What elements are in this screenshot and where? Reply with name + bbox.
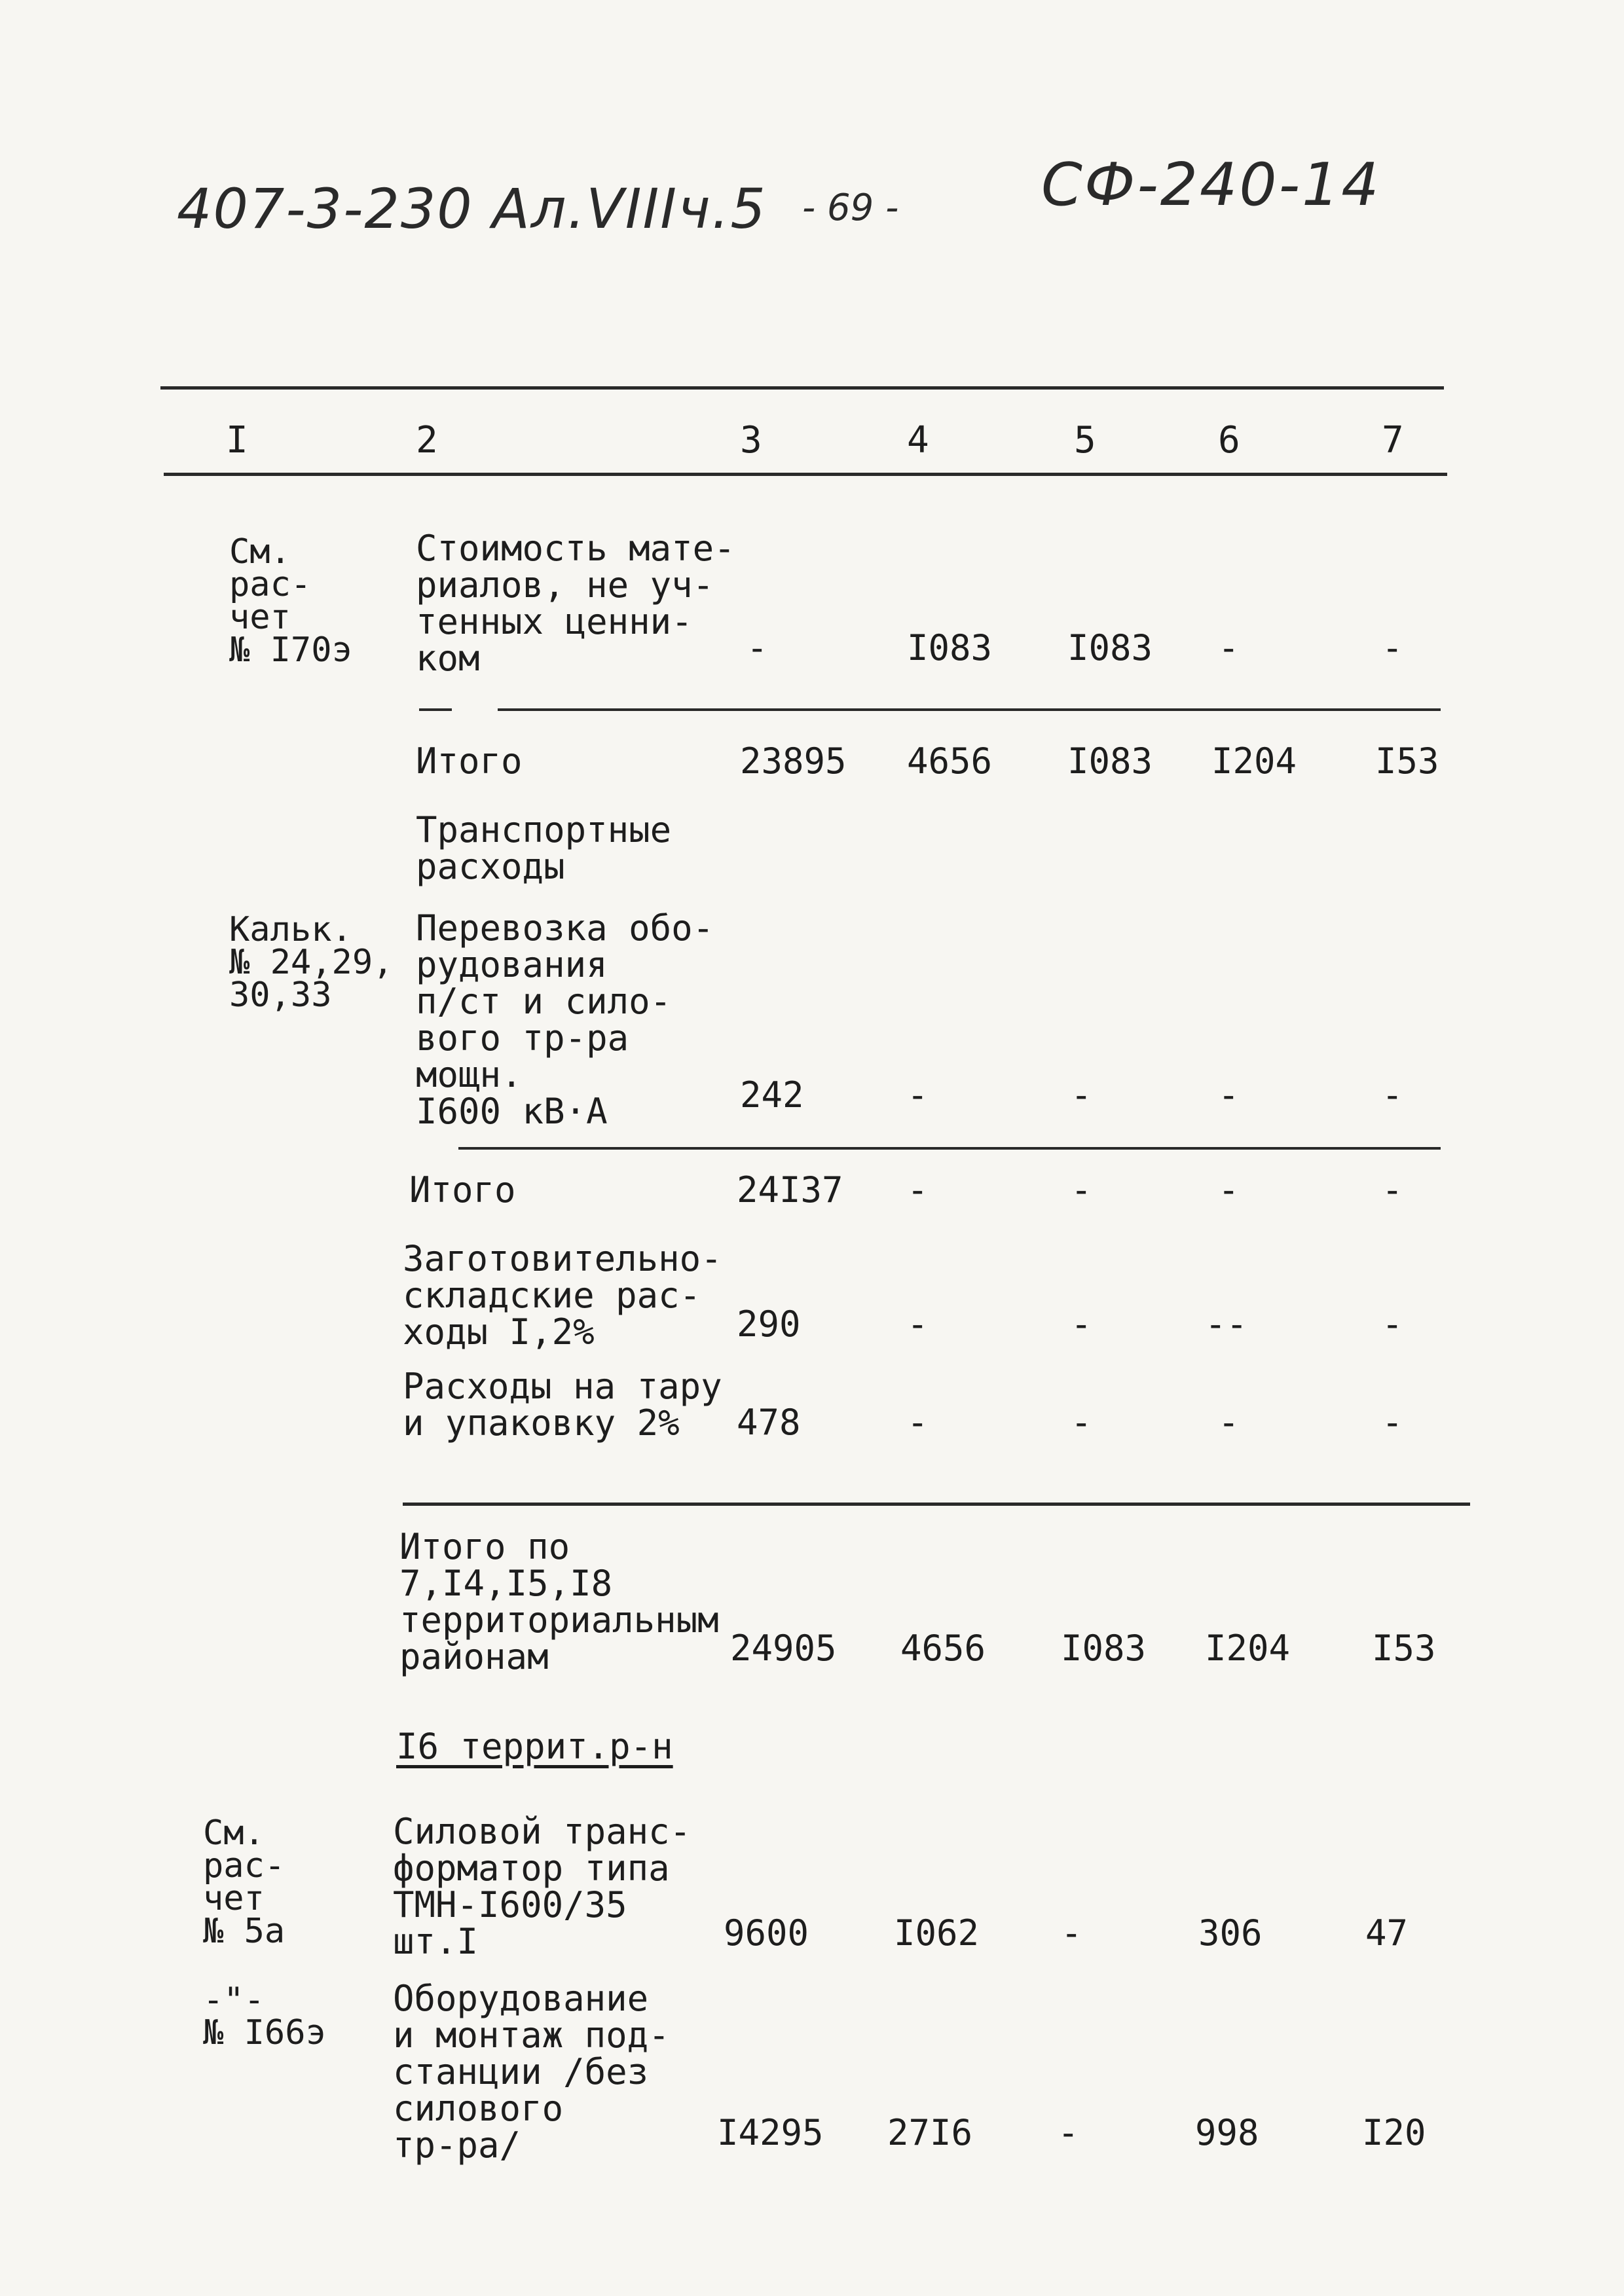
value-cell-7: I53 bbox=[1372, 1628, 1436, 1669]
value-cell-3: 9600 bbox=[724, 1912, 809, 1954]
value-cell-5: - bbox=[1061, 1912, 1082, 1954]
value-cell-6: 306 bbox=[1198, 1912, 1263, 1954]
value-cell-7: - bbox=[1382, 627, 1403, 668]
table-top-rule bbox=[160, 386, 1444, 390]
column-header-3: 3 bbox=[740, 419, 762, 462]
value-cell-6: I204 bbox=[1205, 1628, 1291, 1669]
value-cell-7: - bbox=[1382, 1402, 1403, 1443]
value-cell-5: - bbox=[1071, 1303, 1092, 1345]
value-cell-5: - bbox=[1058, 2112, 1079, 2153]
description-cell: Перевозка обо- рудования п/ст и сило- вого тр-ра мощн. I600 кВ·А bbox=[416, 907, 714, 1132]
column-header-7: 7 bbox=[1382, 419, 1404, 462]
value-cell-7: - bbox=[1382, 1303, 1403, 1345]
column-header-5: 5 bbox=[1074, 419, 1096, 462]
value-cell-6: - bbox=[1218, 1074, 1240, 1116]
value-cell-5: I083 bbox=[1067, 627, 1153, 668]
reference-cell: -"- № I66э bbox=[203, 1980, 326, 2052]
description-cell: Силовой транс- форматор типа ТМН-I600/35 шт.I bbox=[393, 1811, 692, 1962]
value-cell-4: 27I6 bbox=[887, 2112, 973, 2153]
description-cell: Расходы на тару и упаковку 2% bbox=[403, 1366, 722, 1444]
subtotal-rule bbox=[458, 1147, 1441, 1150]
section-total-rule bbox=[403, 1503, 1470, 1506]
value-cell-3: 290 bbox=[737, 1303, 801, 1345]
value-cell-7: 47 bbox=[1365, 1912, 1409, 1954]
value-cell-3: 24905 bbox=[730, 1628, 837, 1669]
value-cell-3: 24I37 bbox=[737, 1169, 843, 1211]
value-cell-3: 242 bbox=[740, 1074, 804, 1116]
column-header-1: I bbox=[226, 419, 248, 462]
value-cell-5: - bbox=[1071, 1169, 1092, 1211]
document-code: 407-3-230 Ал.VIIIч.5 bbox=[177, 177, 767, 241]
description-cell: Заготовительно- складские рас- ходы I,2% bbox=[403, 1238, 722, 1353]
value-cell-4: - bbox=[907, 1074, 929, 1116]
region-heading: I6 террит.р-н bbox=[396, 1726, 673, 1767]
value-cell-3: - bbox=[747, 627, 768, 668]
value-cell-6: - bbox=[1218, 1402, 1240, 1443]
value-cell-6: -- bbox=[1205, 1303, 1248, 1345]
description-cell: Стоимость мате- риалов, не уч- тенных ценни- ком bbox=[416, 528, 735, 679]
section-heading: Транспортные расходы bbox=[416, 809, 672, 887]
value-cell-5: I083 bbox=[1061, 1628, 1147, 1669]
value-cell-6: 998 bbox=[1195, 2112, 1259, 2153]
value-cell-7: I20 bbox=[1362, 2112, 1426, 2153]
value-cell-3: 23895 bbox=[740, 740, 847, 782]
description-cell: Итого bbox=[409, 1169, 516, 1211]
value-cell-6: - bbox=[1218, 1169, 1240, 1211]
value-cell-4: I062 bbox=[894, 1912, 980, 1954]
value-cell-3: 478 bbox=[737, 1402, 801, 1443]
sheet-code: СФ-240-14 bbox=[1041, 151, 1381, 219]
reference-cell: Кальк. № 24,29, 30,33 bbox=[229, 910, 394, 1015]
value-cell-4: I083 bbox=[907, 627, 993, 668]
value-cell-4: - bbox=[907, 1169, 929, 1211]
value-cell-6: - bbox=[1218, 627, 1240, 668]
column-header-2: 2 bbox=[416, 419, 438, 462]
page-number: - 69 - bbox=[802, 187, 899, 229]
value-cell-6: I204 bbox=[1211, 740, 1297, 782]
value-cell-7: I53 bbox=[1375, 740, 1439, 782]
value-cell-4: - bbox=[907, 1303, 929, 1345]
value-cell-7: - bbox=[1382, 1074, 1403, 1116]
value-cell-7: - bbox=[1382, 1169, 1403, 1211]
column-header-6: 6 bbox=[1218, 419, 1240, 462]
value-cell-4: 4656 bbox=[900, 1628, 986, 1669]
value-cell-5: - bbox=[1071, 1402, 1092, 1443]
reference-cell: См. рас- чет № I70э bbox=[229, 532, 352, 670]
value-cell-4: - bbox=[907, 1402, 929, 1443]
description-cell: Итого по 7,I4,I5,I8 территориальным районам bbox=[399, 1526, 719, 1677]
reference-cell: См. рас- чет № 5а bbox=[203, 1813, 286, 1951]
value-cell-4: 4656 bbox=[907, 740, 993, 782]
value-cell-3: I4295 bbox=[717, 2112, 824, 2153]
description-cell: Итого bbox=[416, 740, 523, 782]
value-cell-5: I083 bbox=[1067, 740, 1153, 782]
header-bottom-rule bbox=[164, 473, 1447, 476]
subtotal-rule-stub bbox=[419, 708, 452, 711]
column-header-4: 4 bbox=[907, 419, 929, 462]
description-cell: Оборудование и монтаж под- станции /без силового тр-ра/ bbox=[393, 1978, 670, 2166]
subtotal-rule bbox=[498, 708, 1441, 711]
value-cell-5: - bbox=[1071, 1074, 1092, 1116]
